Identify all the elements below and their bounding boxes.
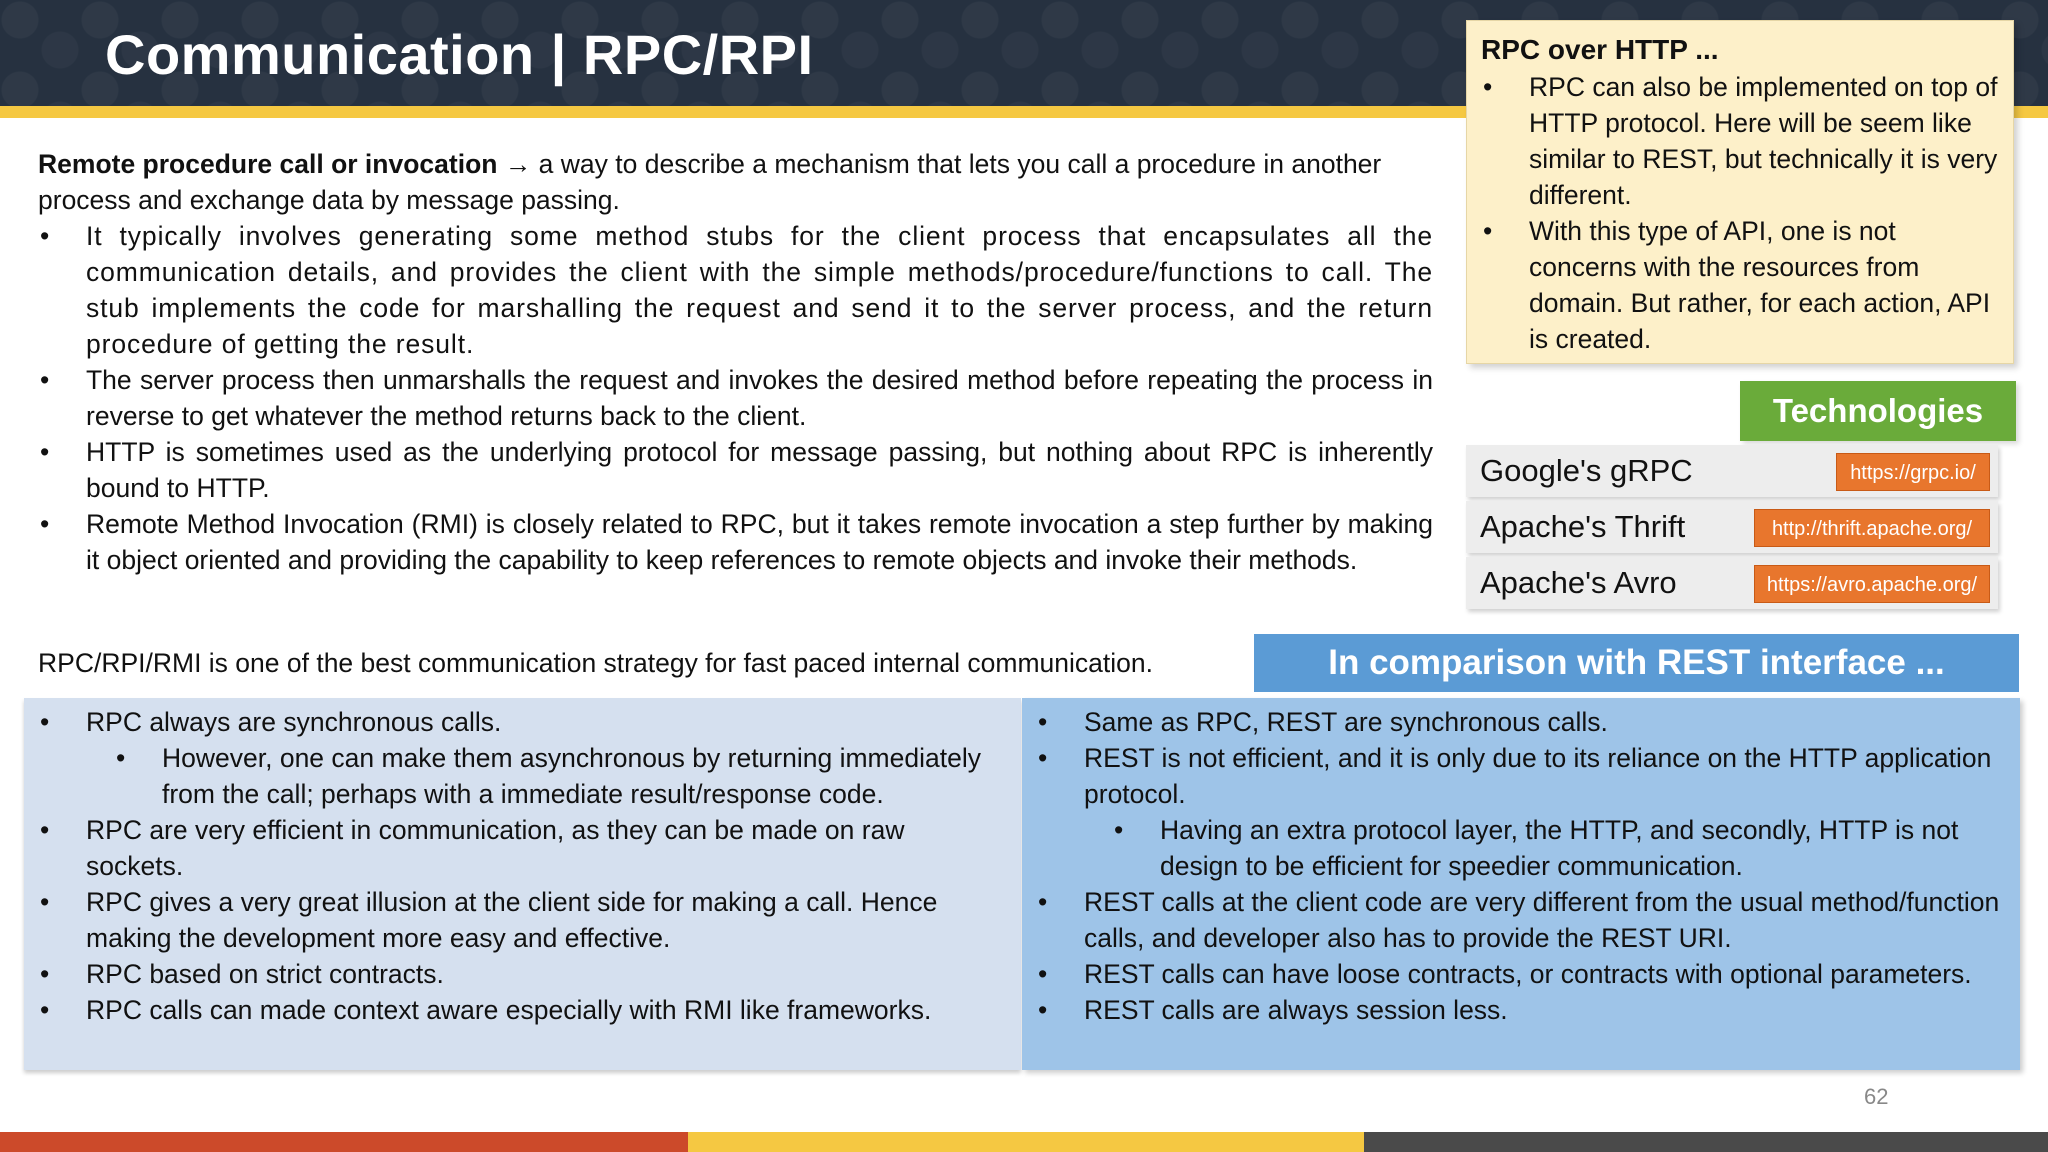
rest-bullet: • REST calls can have loose contracts, or contracts with optional parameters. (1036, 956, 2006, 992)
rpc-bullet: • RPC calls can made context aware especially with RMI like frameworks. (38, 992, 1007, 1028)
callout-bullet-list (1481, 69, 1999, 357)
tech-row-avro (1466, 557, 1998, 609)
callout-bullet: • RPC can also be implemented on top of HTTP protocol. Here will be seem like similar to REST, but technically it is very different. (1481, 69, 1999, 213)
footer-bar-gray (1364, 1132, 2048, 1152)
intro-bullet: • Remote Method Invocation (RMI) is closely related to RPC, but it takes remote invocation a step further by making it object oriented and providing the capability to keep references to remote objects and invoke their methods. (38, 506, 1433, 578)
tech-name: Apache's Thrift (1480, 509, 1686, 544)
tech-row-thrift (1466, 501, 1998, 553)
rpc-bullet: • RPC based on strict contracts. (38, 956, 1007, 992)
callout-title: RPC over HTTP ... (1481, 34, 1719, 65)
intro-definition-text: → a way to describe a mechanism that lets you call a procedure in another process and exchange data by message passing. (38, 149, 1382, 215)
tech-row-grpc (1466, 445, 1998, 497)
tech-link-button[interactable]: http://thrift.apache.org/ (1754, 509, 1990, 547)
page-title: Communication | RPC/RPI (105, 23, 814, 86)
rpc-over-http-callout (1466, 20, 2014, 364)
rest-bullet-list (1036, 704, 2006, 1028)
rest-bullet: • REST calls are always session less. (1036, 992, 2006, 1028)
callout-bullet: • With this type of API, one is not concerns with the resources from domain. But rather, for each action, API is created. (1481, 213, 1999, 357)
tech-name: Google's gRPC (1480, 453, 1693, 488)
intro-term: Remote procedure call or invocation (38, 149, 498, 179)
tech-link-button[interactable]: https://avro.apache.org/ (1754, 565, 1990, 603)
rpc-sub-list (114, 740, 1007, 812)
rpc-bullet: • RPC gives a very great illusion at the client side for making a call. Hence making the development more easy and effective. (38, 884, 1007, 956)
rest-bullet (1036, 740, 2006, 884)
rpc-bullet: • RPC are very efficient in communication, as they can be made on raw sockets. (38, 812, 1007, 884)
footer-bar-red (0, 1132, 688, 1152)
rest-bullet: • REST calls at the client code are very different from the usual method/function calls, and developer also has to provide the REST URI. (1036, 884, 2006, 956)
rest-sub-bullet: • Having an extra protocol layer, the HTTP, and secondly, HTTP is not design to be efficient for speedier communication. (1112, 812, 2006, 884)
rest-sub-list (1112, 812, 2006, 884)
technologies-header: Technologies (1740, 381, 2016, 441)
intro-bullet: • HTTP is sometimes used as the underlying protocol for message passing, but nothing about RPC is inherently bound to HTTP. (38, 434, 1433, 506)
rpc-bullet-list (38, 704, 1007, 1028)
rest-bullet: • Same as RPC, REST are synchronous calls. (1036, 704, 2006, 740)
intro-section (38, 146, 1433, 578)
intro-bullet: • It typically involves generating some method stubs for the client process that encapsulates all the communication details, and provides the client with the simple methods/procedure/functions to call. The stub implements the code for marshalling the request and send it to the server process, and the return procedure of getting the result. (38, 218, 1433, 362)
page-number: 62 (1864, 1084, 1889, 1109)
rest-comparison-panel (1022, 698, 2020, 1070)
intro-bullet: • The server process then unmarshalls the request and invokes the desired method before repeating the process in reverse to get whatever the method returns back to the client. (38, 362, 1433, 434)
comparison-header: In comparison with REST interface ... (1254, 634, 2019, 692)
tech-name: Apache's Avro (1480, 565, 1677, 600)
intro-definition (38, 146, 1433, 218)
tech-link-button[interactable]: https://grpc.io/ (1836, 453, 1990, 491)
rpc-sub-bullet: • However, one can make them asynchronous by returning immediately from the call; perhaps with a immediate result/response code. (114, 740, 1007, 812)
footer-bar-yellow (688, 1132, 1364, 1152)
intro-bullet-list (38, 218, 1433, 578)
rest-bullet-text: REST is not efficient, and it is only due to its reliance on the HTTP application protocol. (1084, 743, 1992, 809)
summary-text: RPC/RPI/RMI is one of the best communication strategy for fast paced internal communication. (38, 648, 1153, 678)
rpc-bullet (38, 704, 1007, 812)
rpc-comparison-panel (24, 698, 1021, 1070)
rpc-bullet-text: RPC always are synchronous calls. (86, 707, 502, 737)
